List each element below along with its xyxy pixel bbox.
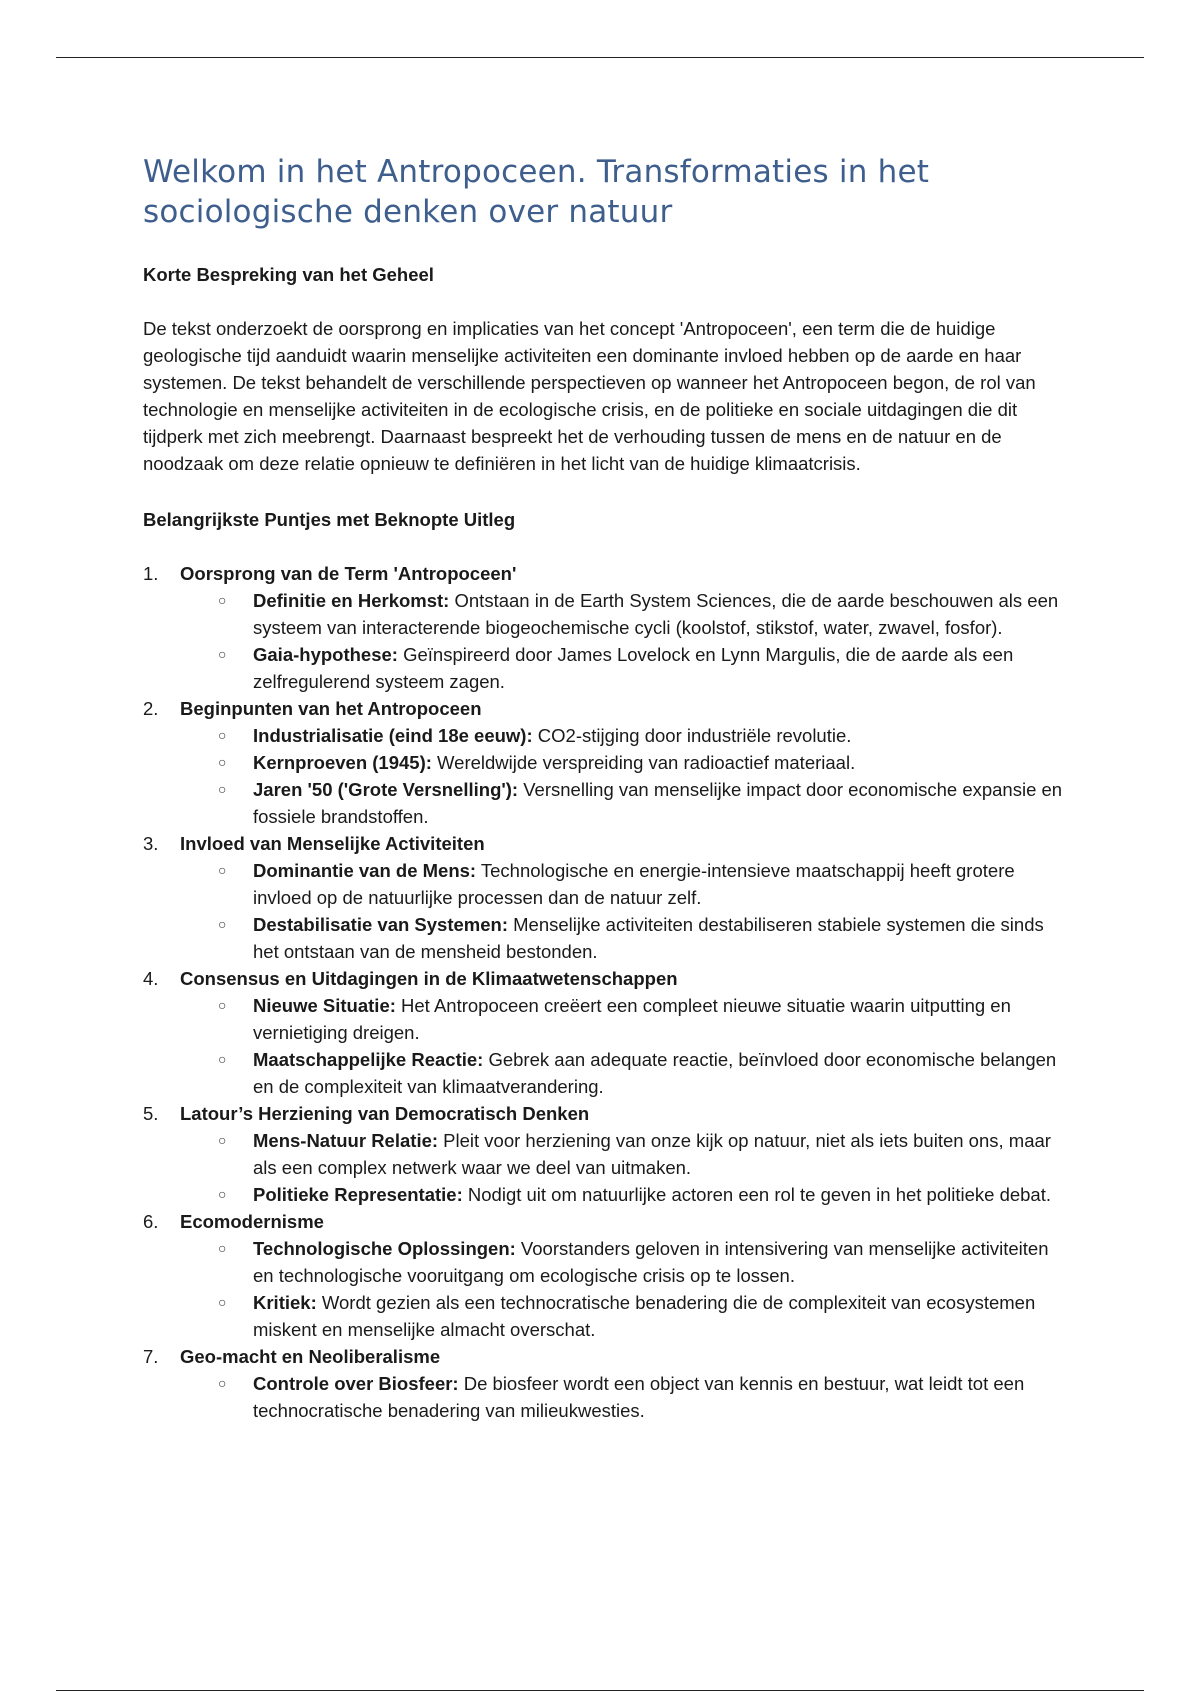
point-number: 7. <box>143 1346 159 1367</box>
circle-bullet-icon: ○ <box>218 1051 227 1067</box>
header-rule <box>56 57 1144 58</box>
subpoint-item <box>218 641 1073 695</box>
point-title: Invloed van Menselijke Activiteiten <box>180 833 485 854</box>
subpoint-text: Het Antropoceen creëert een compleet nieuwe situatie waarin uitputting en vernietiging dreigen. <box>253 995 1011 1043</box>
circle-bullet-icon: ○ <box>218 592 227 608</box>
circle-bullet-icon: ○ <box>218 727 227 743</box>
summary-heading: Korte Bespreking van het Geheel <box>143 264 434 285</box>
subpoint-item <box>218 776 1073 830</box>
circle-bullet-icon: ○ <box>218 1132 227 1148</box>
circle-bullet-icon: ○ <box>218 754 227 770</box>
summary-paragraph: De tekst onderzoekt de oorsprong en implicaties van het concept 'Antropoceen', een term die de huidige geologische tijd aanduidt waarin menselijke activiteiten een dominante invloed hebben op de aarde en haar systemen. De tekst behandelt de verschillende perspectieven op wanneer het Antropoceen begon, de rol van technologie en menselijke activiteiten in de ecologische crisis, en de politieke en sociale uitdagingen die dit tijdperk met zich meebrengt. Daarnaast bespreekt het de verhouding tussen de mens en de natuur en de noodzaak om deze relatie opnieuw te definiëren in het licht van de huidige klimaatcrisis. <box>143 318 1036 474</box>
subpoint-list <box>180 1235 1073 1343</box>
subpoint-label: Jaren '50 ('Grote Versnelling'): <box>253 779 519 800</box>
subpoint-text: Wordt gezien als een technocratische benadering die de complexiteit van ecosystemen miskent en menselijke almacht overschat. <box>253 1292 1036 1340</box>
subpoint-label: Definitie en Herkomst: <box>253 590 450 611</box>
point-number: 4. <box>143 968 159 989</box>
point-number: 2. <box>143 698 159 719</box>
document-body <box>143 152 1073 1424</box>
subpoint-text: Pleit voor herziening van onze kijk op natuur, niet als iets buiten ons, maar als een complex netwerk waar we deel van uitmaken. <box>253 1130 1051 1178</box>
subpoint-label: Technologische Oplossingen: <box>253 1238 516 1259</box>
subpoint-item <box>218 1370 1073 1424</box>
subpoint-label: Controle over Biosfeer: <box>253 1373 459 1394</box>
subpoint-list <box>180 1370 1073 1424</box>
subpoint-text: Ontstaan in de Earth System Sciences, die de aarde beschouwen als een systeem van interacterende biogeochemische cycli (koolstof, stikstof, water, zwavel, fosfor). <box>253 590 1059 638</box>
subpoint-text: Technologische en energie-intensieve maatschappij heeft grotere invloed op de natuurlijke processen dan de natuur zelf. <box>253 860 1015 908</box>
subpoint-label: Politieke Representatie: <box>253 1184 463 1205</box>
subpoint-item <box>218 1181 1073 1208</box>
subpoint-item <box>218 587 1073 641</box>
subpoint-item <box>218 1046 1073 1100</box>
subpoint-text: Wereldwijde verspreiding van radioactief materiaal. <box>431 752 856 773</box>
subpoint-text: Versnelling van menselijke impact door economische expansie en fossiele brandstoffen. <box>253 779 1063 827</box>
point-number: 6. <box>143 1211 159 1232</box>
subpoint-text: Nodigt uit om natuurlijke actoren een rol te geven in het politieke debat. <box>462 1184 1052 1205</box>
circle-bullet-icon: ○ <box>218 1240 227 1256</box>
subpoint-item <box>218 992 1073 1046</box>
subpoint-item <box>218 749 1073 776</box>
subpoint-label: Industrialisatie (eind 18e eeuw): <box>253 725 533 746</box>
point-item <box>143 1100 1073 1208</box>
point-title: Ecomodernisme <box>180 1211 324 1232</box>
subpoint-list <box>180 587 1073 695</box>
point-number: 3. <box>143 833 159 854</box>
subpoint-list <box>180 992 1073 1100</box>
subpoint-item <box>218 1289 1073 1343</box>
subpoint-label: Kernproeven (1945): <box>253 752 432 773</box>
point-item <box>143 1208 1073 1343</box>
circle-bullet-icon: ○ <box>218 1186 227 1202</box>
point-item <box>143 560 1073 695</box>
point-item <box>143 695 1073 830</box>
subpoint-item <box>218 1127 1073 1181</box>
subpoint-text: CO2-stijging door industriële revolutie. <box>532 725 852 746</box>
circle-bullet-icon: ○ <box>218 1294 227 1310</box>
subpoint-list <box>180 1127 1073 1208</box>
subpoint-label: Mens-Natuur Relatie: <box>253 1130 439 1151</box>
subpoint-label: Destabilisatie van Systemen: <box>253 914 508 935</box>
subpoint-text: Voorstanders geloven in intensivering van menselijke activiteiten en technologische vooruitgang om ecologische crisis op te lossen. <box>253 1238 1049 1286</box>
subpoint-item <box>218 722 1073 749</box>
subpoint-text: De biosfeer wordt een object van kennis en bestuur, wat leidt tot een technocratische benadering van milieukwesties. <box>253 1373 1025 1421</box>
subpoint-label: Dominantie van de Mens: <box>253 860 477 881</box>
circle-bullet-icon: ○ <box>218 862 227 878</box>
point-title: Oorsprong van de Term 'Antropoceen' <box>180 563 517 584</box>
circle-bullet-icon: ○ <box>218 916 227 932</box>
point-title: Geo-macht en Neoliberalisme <box>180 1346 441 1367</box>
subpoint-label: Maatschappelijke Reactie: <box>253 1049 484 1070</box>
point-item <box>143 965 1073 1100</box>
subpoint-text: Gebrek aan adequate reactie, beïnvloed door economische belangen en de complexiteit van klimaatverandering. <box>253 1049 1057 1097</box>
subpoint-list <box>180 857 1073 965</box>
point-number: 5. <box>143 1103 159 1124</box>
subpoint-label: Kritiek: <box>253 1292 317 1313</box>
point-title: Beginpunten van het Antropoceen <box>180 698 482 719</box>
subpoint-item <box>218 857 1073 911</box>
circle-bullet-icon: ○ <box>218 781 227 797</box>
subpoint-text: Menselijke activiteiten destabiliseren stabiele systemen die sinds het ontstaan van de mensheid bestonden. <box>253 914 1044 962</box>
circle-bullet-icon: ○ <box>218 1375 227 1391</box>
circle-bullet-icon: ○ <box>218 646 227 662</box>
document-title: Welkom in het Antropoceen. Transformaties in het sociologische denken over natuur <box>143 154 930 230</box>
subpoint-text: Geïnspireerd door James Lovelock en Lynn Margulis, die de aarde als een zelfregulerend systeem zagen. <box>253 644 1014 692</box>
point-item <box>143 830 1073 965</box>
footer-rule <box>56 1690 1144 1691</box>
subpoint-label: Gaia-hypothese: <box>253 644 398 665</box>
point-title: Latour’s Herziening van Democratisch Denken <box>180 1103 590 1124</box>
subpoint-item <box>218 1235 1073 1289</box>
subpoint-item <box>218 911 1073 965</box>
points-list <box>143 560 1073 1424</box>
point-item <box>143 1343 1073 1424</box>
point-number: 1. <box>143 563 159 584</box>
points-heading: Belangrijkste Puntjes met Beknopte Uitleg <box>143 509 516 530</box>
subpoint-label: Nieuwe Situatie: <box>253 995 396 1016</box>
point-title: Consensus en Uitdagingen in de Klimaatwetenschappen <box>180 968 678 989</box>
subpoint-list <box>180 722 1073 830</box>
circle-bullet-icon: ○ <box>218 997 227 1013</box>
